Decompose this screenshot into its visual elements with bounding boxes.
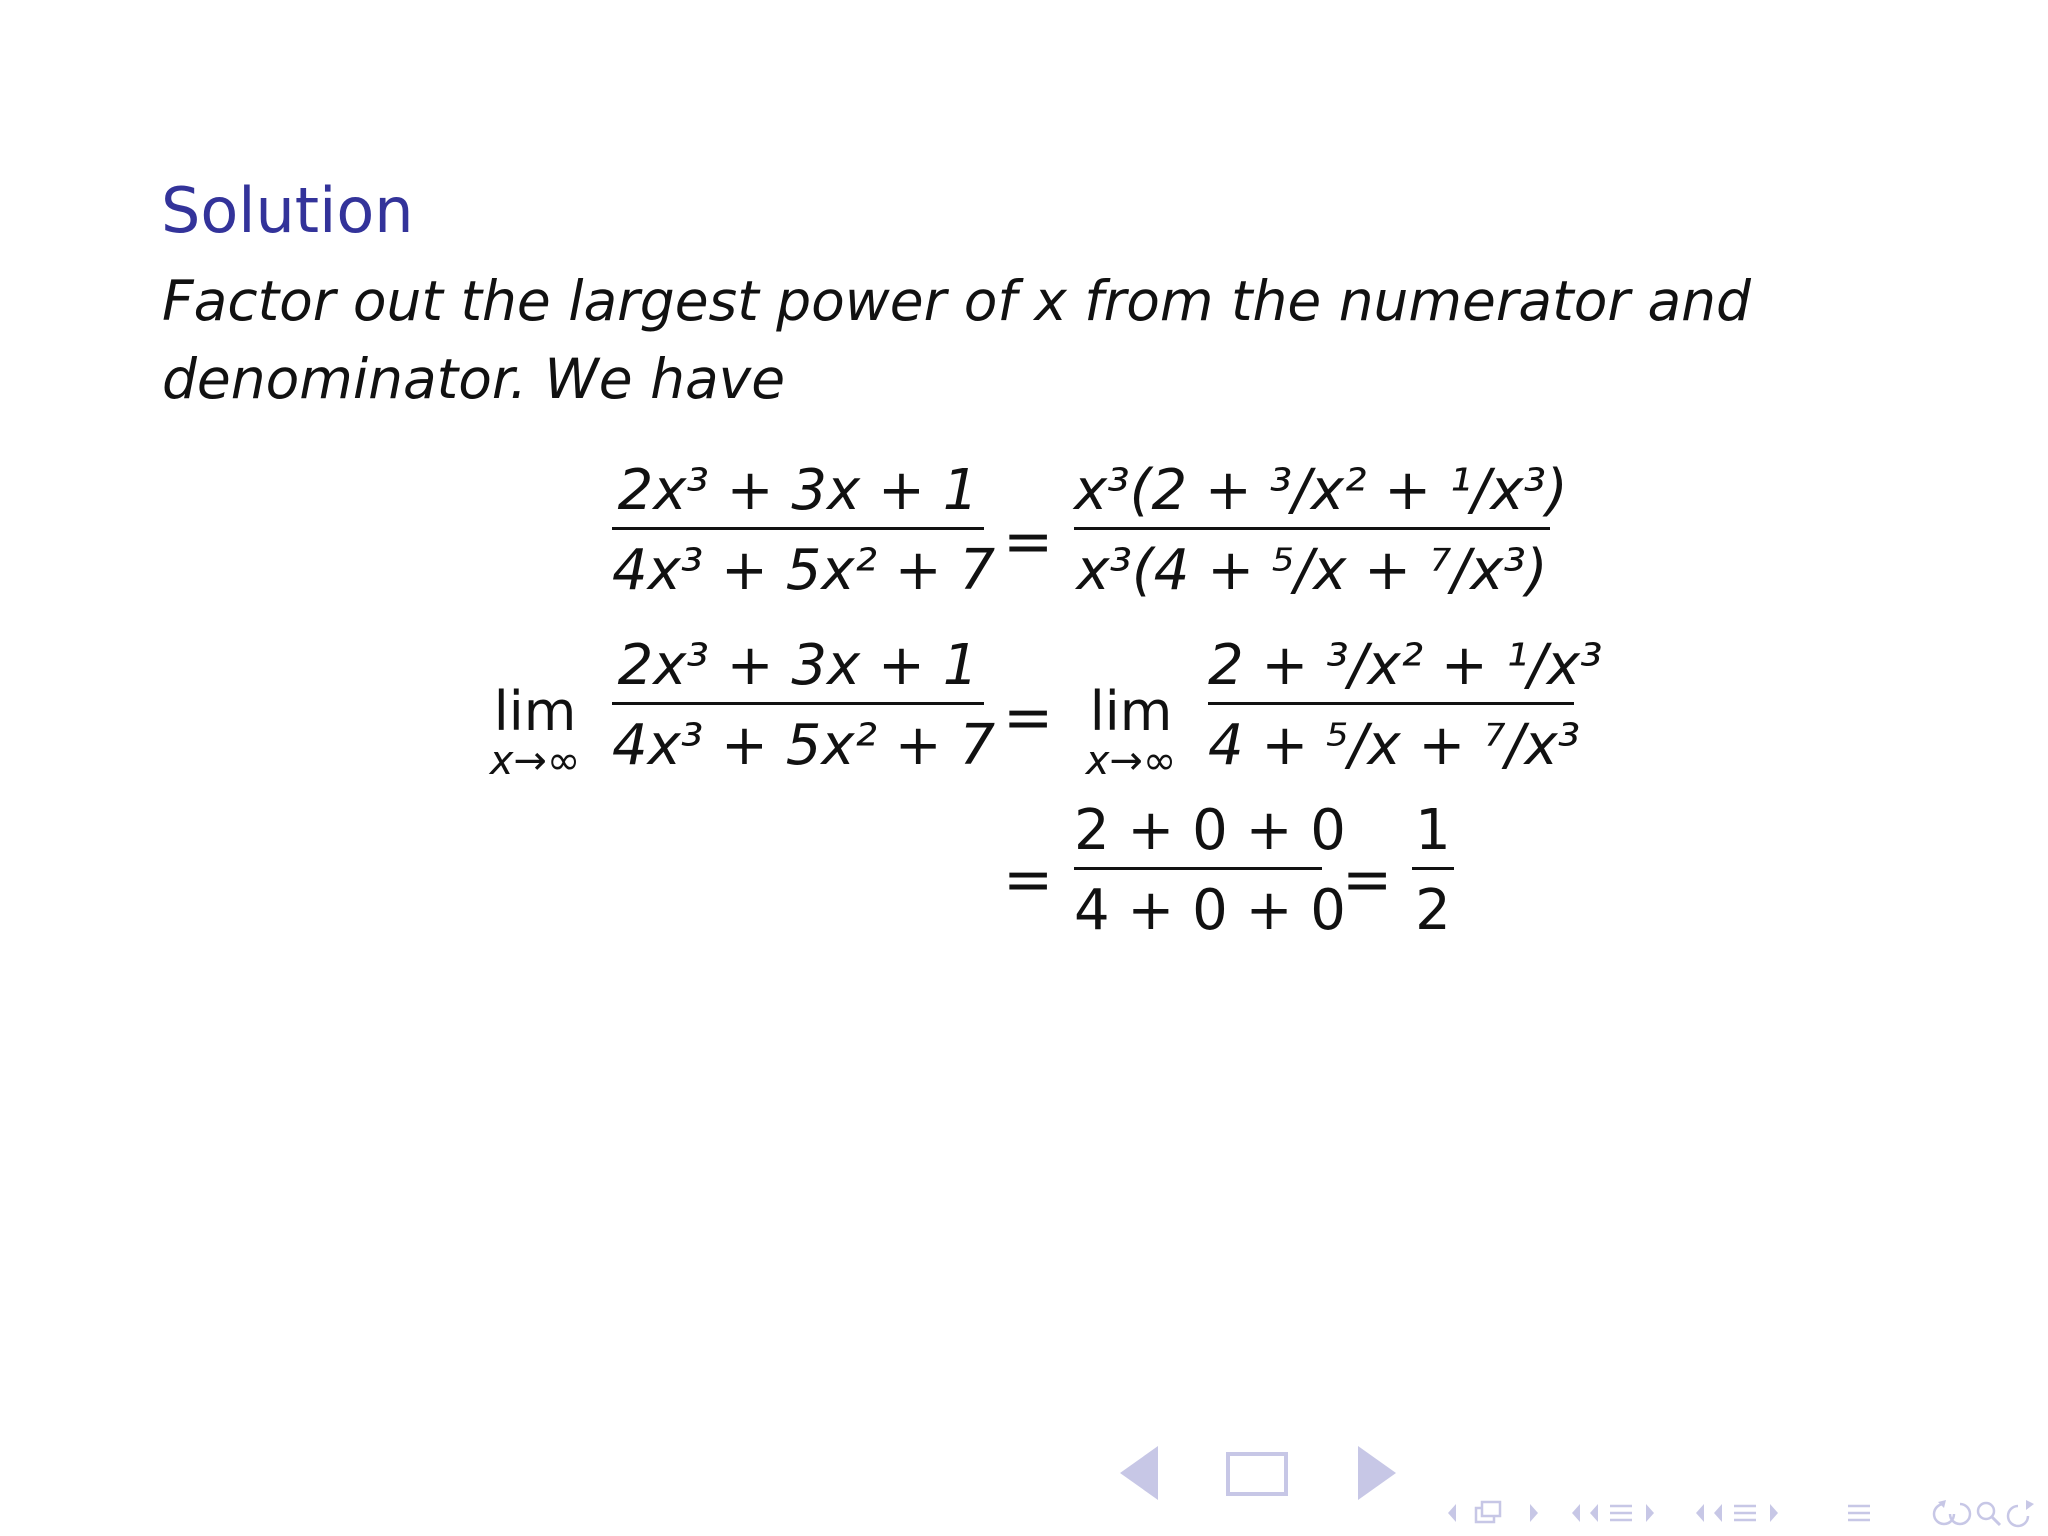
intro-line2: denominator. We have	[162, 347, 786, 411]
slide-title: Solution	[161, 174, 414, 247]
fraction-denominator: 4x³ + 5x² + 7	[612, 713, 996, 778]
row2-left-fraction	[612, 633, 996, 778]
fraction-numerator: 2 + ³/x² + ¹/x³	[1208, 633, 1603, 698]
fraction-denominator: x³(4 + ⁵/x + ⁷/x³)	[1076, 538, 1548, 603]
lim-subscript: x→∞	[1085, 738, 1177, 784]
triangle-left-icon[interactable]	[1120, 1446, 1160, 1500]
subsection-nav-icon[interactable]	[1694, 1498, 1804, 1528]
intro-line1-a: Factor out the largest power of	[162, 269, 1035, 333]
fraction-denominator: 2	[1415, 878, 1451, 943]
fraction-bar	[1208, 702, 1574, 705]
align-icon[interactable]	[1844, 1498, 1874, 1528]
frame-nav-icon[interactable]	[1446, 1498, 1546, 1528]
fraction-bar	[1412, 867, 1454, 870]
search-icon[interactable]	[1930, 1496, 2040, 1530]
equals-sign: =	[1003, 507, 1054, 577]
fraction-denominator: 4x³ + 5x² + 7	[612, 538, 996, 603]
fraction-numerator: 2 + 0 + 0	[1074, 798, 1346, 863]
frame-box-icon[interactable]	[1226, 1452, 1288, 1496]
section-nav-icon[interactable]	[1570, 1498, 1680, 1528]
row1-left-fraction	[612, 458, 996, 603]
intro-variable: x	[1034, 269, 1067, 333]
fraction-numerator: 2x³ + 3x + 1	[617, 633, 979, 698]
triangle-right-icon[interactable]	[1356, 1446, 1396, 1500]
fraction-numerator: 2x³ + 3x + 1	[617, 458, 979, 523]
fraction-bar	[612, 702, 984, 705]
lim-word: lim	[1089, 680, 1173, 743]
intro-line1-b: from the numerator and	[1066, 269, 1751, 333]
fraction-bar	[612, 527, 984, 530]
limit-operator-right	[1068, 680, 1194, 784]
row2-right-fraction	[1208, 633, 1603, 778]
limit-operator-left	[472, 680, 598, 784]
fraction-denominator: 4 + ⁵/x + ⁷/x³	[1208, 713, 1581, 778]
row1-right-fraction	[1074, 458, 1568, 603]
fraction-numerator: x³(2 + ³/x² + ¹/x³)	[1074, 458, 1568, 523]
equals-sign: =	[1003, 683, 1054, 753]
fraction-bar	[1074, 527, 1550, 530]
fraction-denominator: 4 + 0 + 0	[1074, 878, 1346, 943]
lim-word: lim	[493, 680, 577, 743]
equals-sign: =	[1003, 845, 1054, 915]
equals-sign: =	[1342, 845, 1393, 915]
fraction-numerator: 1	[1415, 798, 1451, 863]
lim-subscript: x→∞	[489, 738, 581, 784]
fraction-bar	[1074, 867, 1322, 870]
row3-result-fraction	[1412, 798, 1454, 943]
row3-middle-fraction	[1074, 798, 1346, 943]
